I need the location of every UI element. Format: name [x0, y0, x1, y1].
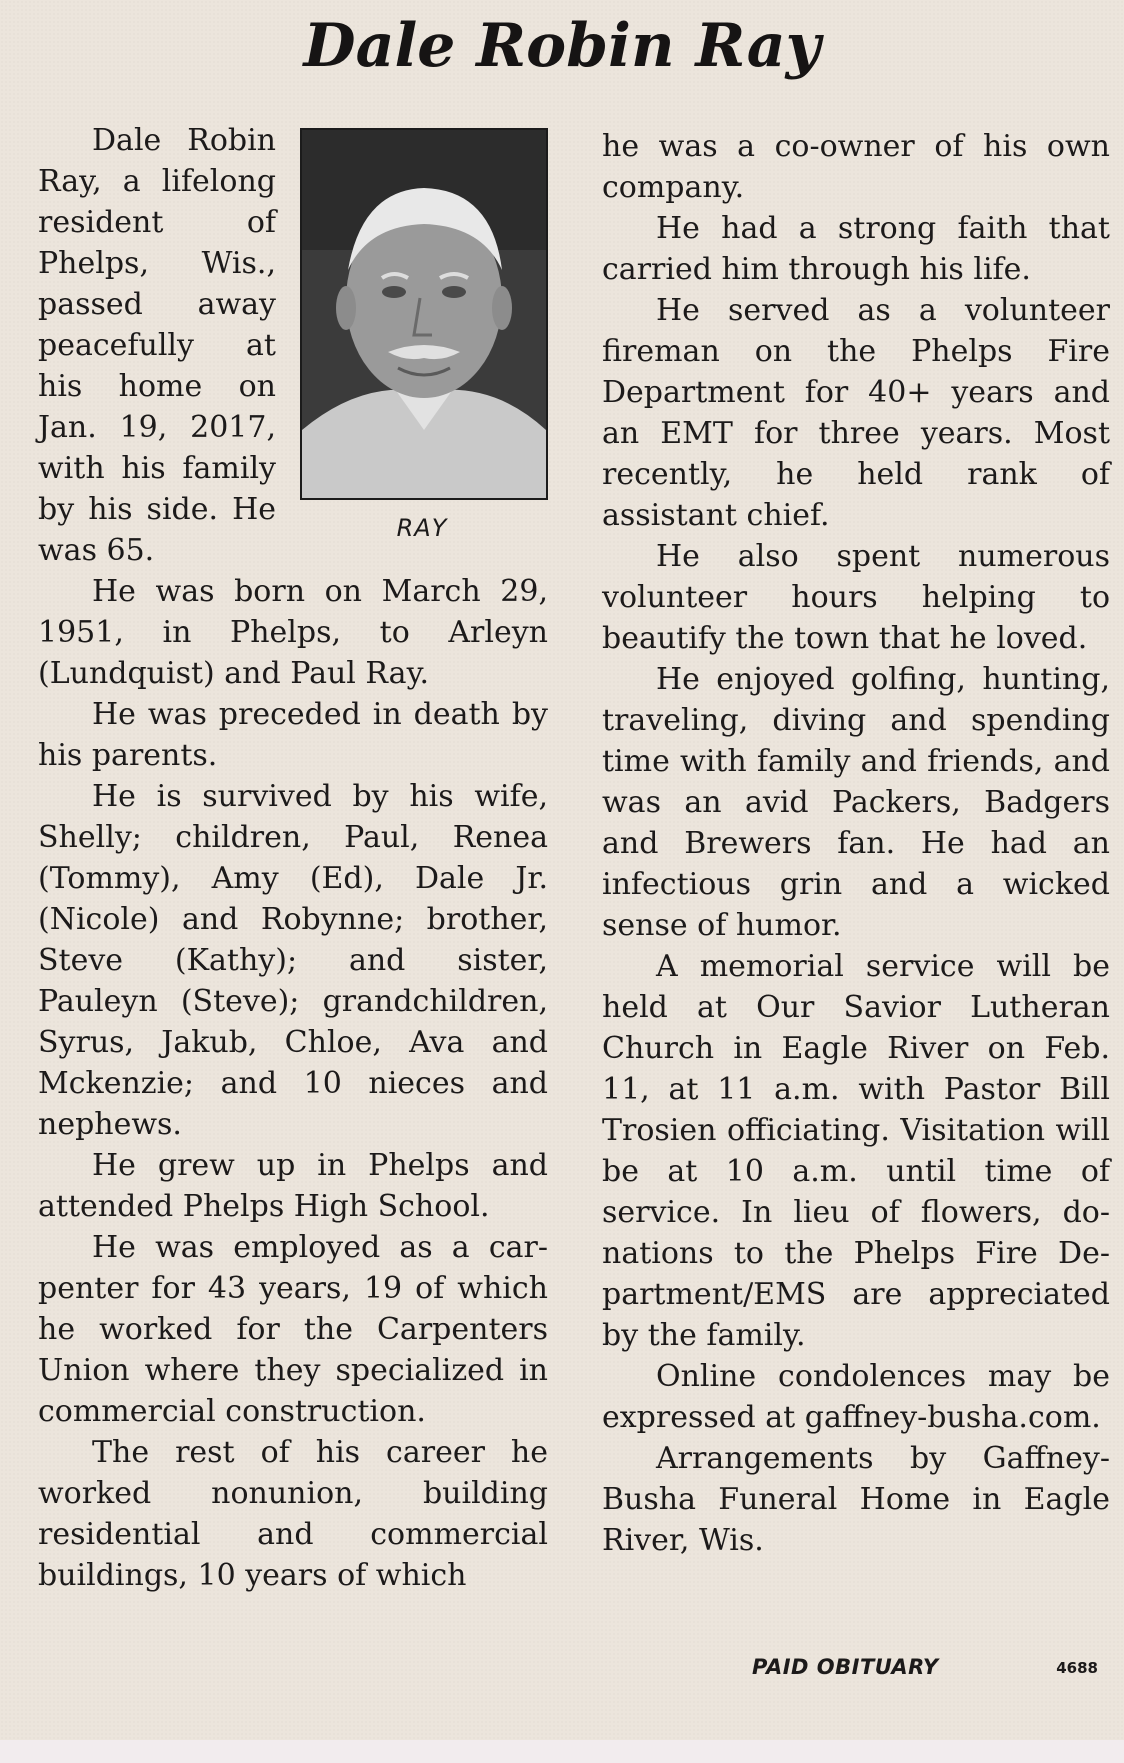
paragraph-condolences: Online condolences may be expressed at gaffney-busha.com.	[602, 1359, 1110, 1435]
paragraph-birth: He was born on March 29, 1951, in Phelps, to Arleyn (Lundquist) and Paul Ray.	[38, 574, 548, 691]
photo-caption: RAY	[396, 514, 448, 542]
paragraph-volunteer: He also spent numerous volunteer hours helping to beautify the town that he loved.	[602, 539, 1110, 656]
obituary-title: Dale Robin Ray	[303, 11, 821, 81]
paragraph-career: The rest of his career he worked nonunion, building residential and commercial buildings, 10 years of which	[38, 1435, 548, 1593]
right-column	[602, 126, 1110, 1561]
paragraph-hobbies: He enjoyed golfing, hunting, traveling, diving and spending time with family and friends, and was an avid Packers, Badgers and Brewers fan. He had an infectious grin and a wicked sense of humor.	[602, 662, 1110, 943]
page-bottom-margin	[0, 1740, 1124, 1763]
paragraph-faith: He had a strong faith that carried him through his life.	[602, 211, 1110, 287]
paragraph-survived: He is survived by his wife, Shelly; children, Paul, Renea (Tommy), Amy (Ed), Dale Jr. (Nicole) and Robynne; brother, Steve (Kathy); and sister, Pauleyn (Steve); grandchildren, Syrus, Jakub, Chloe, Ava and Mckenzie; and 10 nieces and nephews.	[38, 779, 548, 1142]
paragraph-preceded: He was preceded in death by his parents.	[38, 697, 548, 773]
obituary-footer	[602, 1655, 1110, 1689]
paragraph-fireman: He served as a volunteer fireman on the Phelps Fire Department for 40+ years and an EMT for three years. Most recently, he held rank of assistant chief.	[602, 293, 1110, 533]
paid-obituary-label: PAID OBITUARY	[752, 1655, 939, 1679]
photo-figure	[296, 128, 548, 546]
portrait-illustration	[302, 130, 546, 498]
paragraph-intro: Dale Robin Ray, a lifelong resident of Phelps, Wis., passed away peacefully at his home on Jan. 19, 2017, with his family by his side. He was 65.	[38, 123, 276, 568]
paragraph-career-continued: he was a co-owner of his own company.	[602, 129, 1110, 205]
ad-code: 4688	[1056, 1659, 1098, 1677]
paragraph-school: He grew up in Phelps and attended Phelps High School.	[38, 1148, 548, 1224]
paragraph-carpenter: He was employed as a carpenter for 43 years, 19 of which he worked for the Carpenters Union where they specialized in commercial construction.	[38, 1230, 548, 1429]
left-column	[38, 120, 548, 1596]
paragraph-arrangements: Arrangements by Gaffney-Busha Funeral Home in Eagle River, Wis.	[602, 1441, 1110, 1558]
portrait-photo	[300, 128, 548, 500]
paragraph-memorial: A memorial service will be held at Our Savior Lutheran Church in Eagle River on Feb. 11, at 11 a.m. with Pastor Bill Trosien officiating. Visitation will be at 10 a.m. until time of service. In lieu of flowers, donations to the Phelps Fire Department/EMS are appreciated by the family.	[602, 949, 1110, 1353]
